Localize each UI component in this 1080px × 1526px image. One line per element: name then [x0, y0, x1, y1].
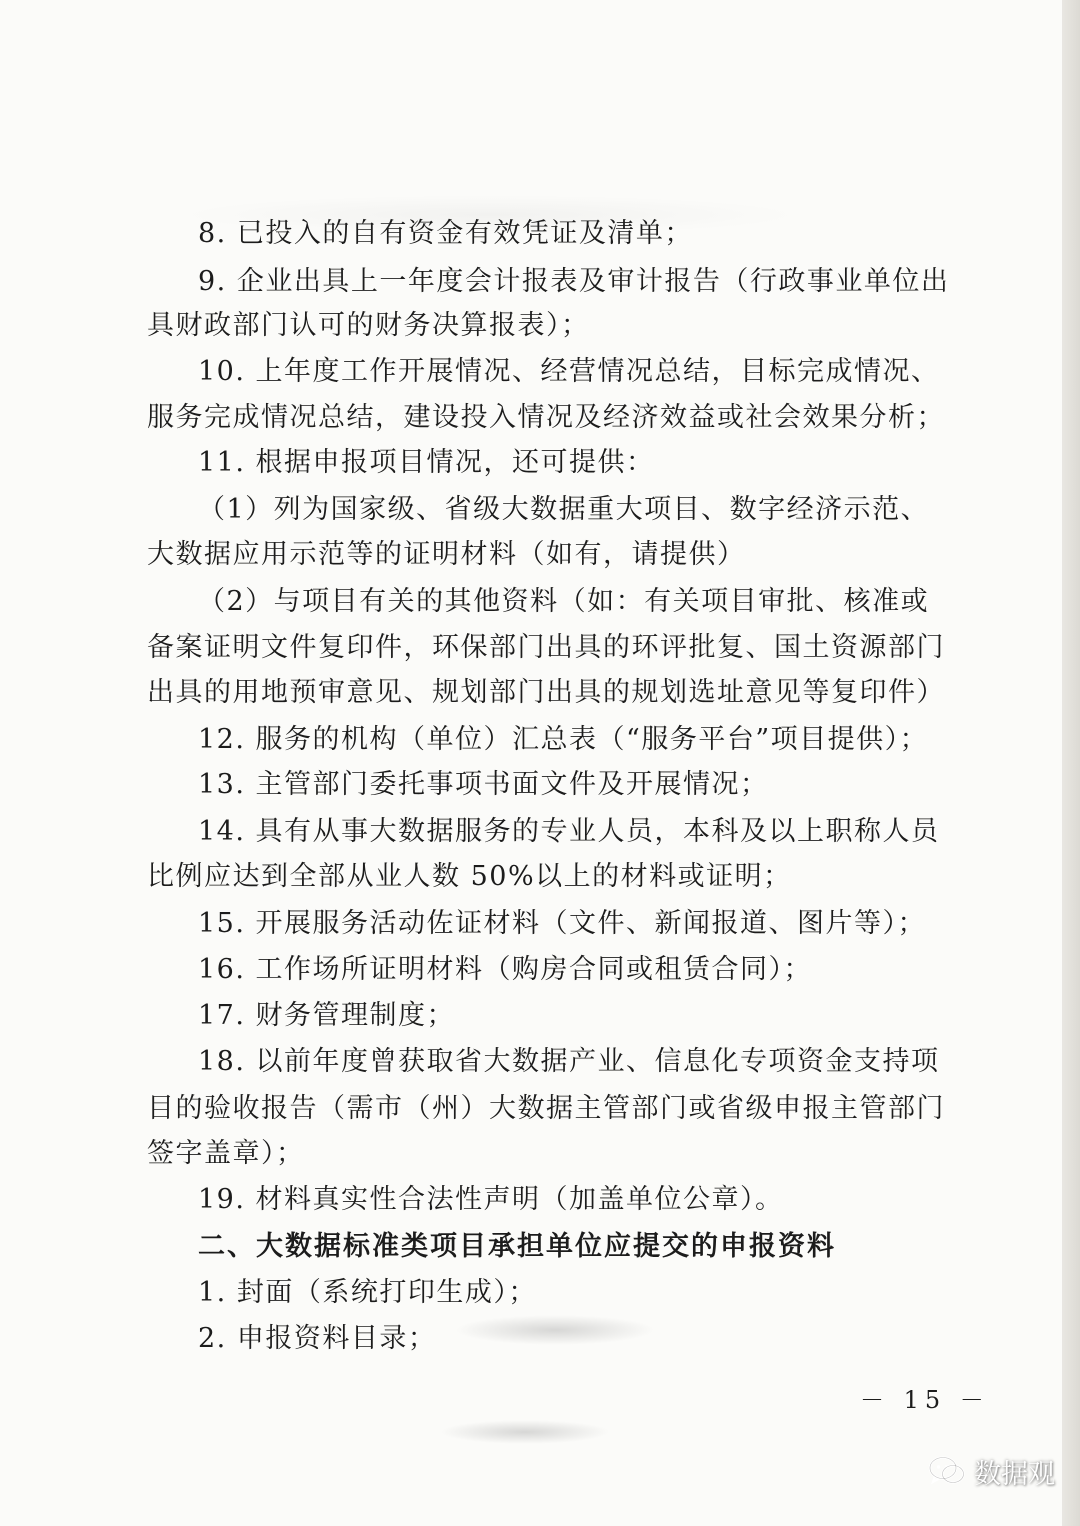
doc-line-10: 10. 上年度工作开展情况、经营情况总结，目标完成情况、	[198, 356, 940, 387]
doc-line-11-2-cont2: 出具的用地预审意见、规划部门出具的规划选址意见等复印件）	[147, 677, 945, 708]
doc-line-18-cont: 目的验收报告（需市（州）大数据主管部门或省级申报主管部门	[147, 1093, 945, 1124]
doc-line-s2-1: 1. 封面（系统打印生成）；	[198, 1277, 537, 1308]
doc-line-18-cont2: 签字盖章）；	[147, 1138, 305, 1169]
doc-line-13: 13. 主管部门委托事项书面文件及开展情况；	[198, 769, 769, 800]
doc-line-11-1-cont: 大数据应用示范等的证明材料（如有，请提供）	[147, 539, 746, 570]
doc-line-s2-2: 2. 申报资料目录；	[198, 1323, 437, 1354]
doc-line-15: 15. 开展服务活动佐证材料（文件、新闻报道、图片等）；	[198, 908, 927, 939]
doc-line-16: 16. 工作场所证明材料（购房合同或租赁合同）；	[198, 954, 813, 985]
wechat-icon	[928, 1455, 966, 1487]
doc-line-14-cont: 比例应达到全部从业人数 50%以上的材料或证明；	[147, 861, 792, 892]
doc-line-18: 18. 以前年度曾获取省大数据产业、信息化专项资金支持项	[198, 1046, 940, 1077]
doc-line-11-2-cont: 备案证明文件复印件，环保部门出具的环评批复、国土资源部门	[147, 632, 945, 663]
watermark	[928, 1446, 1055, 1496]
doc-line-9-cont: 具财政部门认可的财务决算报表）；	[147, 310, 590, 341]
doc-line-11-1: （1）列为国家级、省级大数据重大项目、数字经济示范、	[198, 494, 930, 525]
doc-line-9: 9. 企业出具上一年度会计报表及审计报告（行政事业单位出	[198, 266, 950, 297]
doc-line-10-cont: 服务完成情况总结，建设投入情况及经济效益或社会效果分析；	[147, 402, 945, 433]
doc-line-11-2: （2）与项目有关的其他资料（如：有关项目审批、核准或	[198, 586, 930, 617]
doc-line-17: 17. 财务管理制度；	[198, 1000, 456, 1031]
doc-line-11: 11. 根据申报项目情况，还可提供：	[198, 447, 655, 478]
doc-line-8: 8. 已投入的自有资金有效凭证及清单；	[198, 218, 693, 249]
doc-line-12: 12. 服务的机构（单位）汇总表（“服务平台”项目提供）；	[198, 724, 929, 755]
scan-smudge	[440, 1420, 610, 1444]
page-number: － 15 －	[860, 1386, 990, 1414]
doc-line-14: 14. 具有从事大数据服务的专业人员，本科及以上职称人员	[198, 816, 940, 847]
doc-line-19: 19. 材料真实性合法性声明（加盖单位公章）。	[198, 1184, 784, 1215]
watermark-text: 数据观	[974, 1458, 1055, 1490]
section-heading-2: 二、大数据标准类项目承担单位应提交的申报资料	[198, 1231, 836, 1262]
page-edge	[1062, 0, 1080, 1526]
